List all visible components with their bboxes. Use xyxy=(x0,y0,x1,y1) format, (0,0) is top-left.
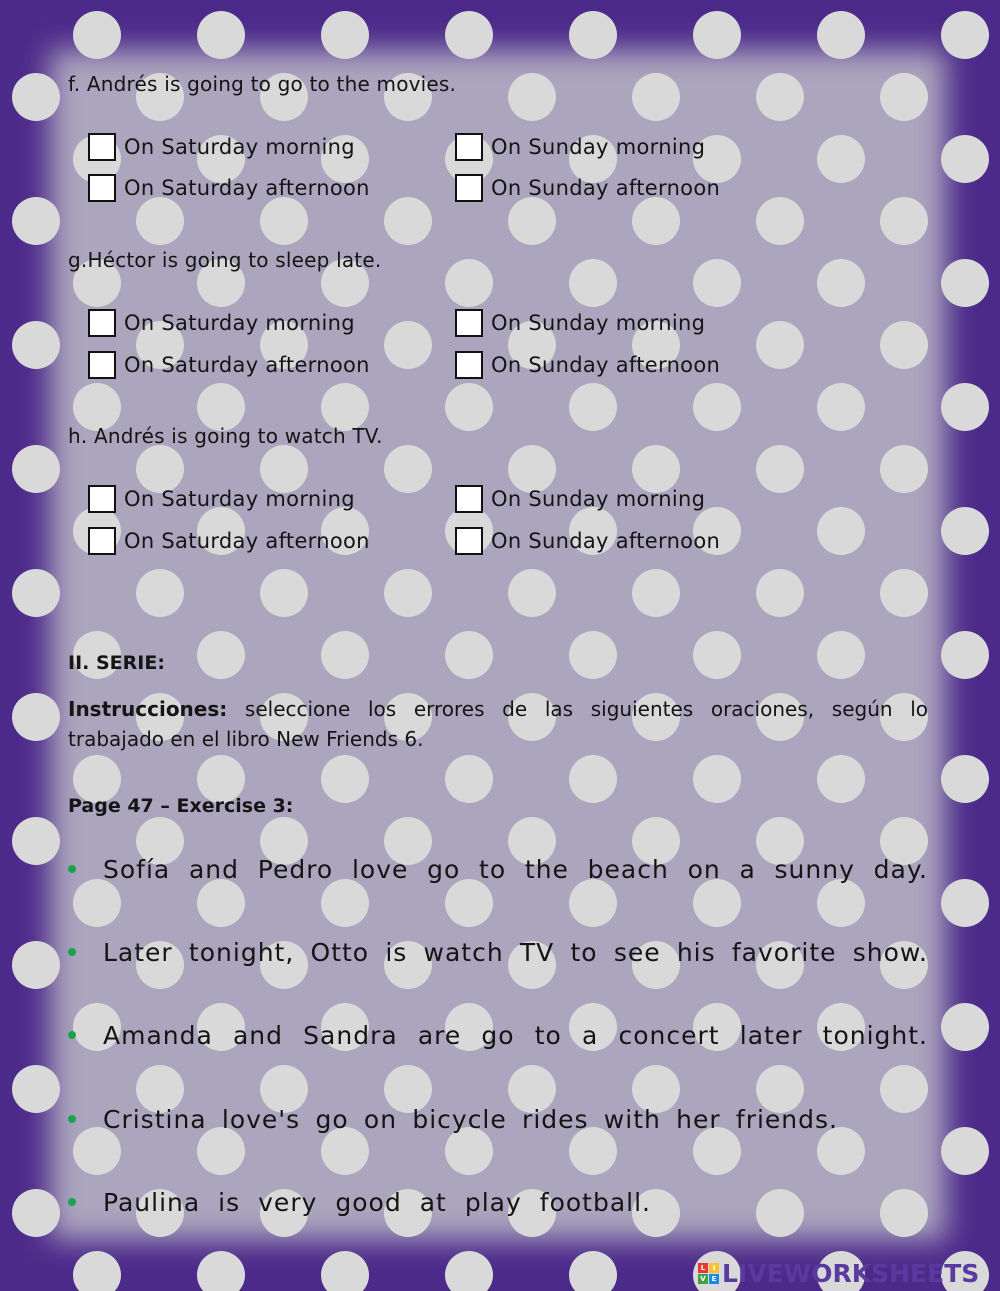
option-label: On Saturday afternoon xyxy=(124,176,370,200)
option-saturday-afternoon[interactable] xyxy=(88,350,370,380)
series-title: II. SERIE: xyxy=(68,652,165,674)
checkbox[interactable] xyxy=(88,174,116,202)
instructions xyxy=(68,694,928,754)
option-sunday-morning[interactable] xyxy=(455,132,705,162)
option-label: On Sunday afternoon xyxy=(491,176,721,200)
option-sunday-afternoon[interactable] xyxy=(455,350,720,380)
sentence-text[interactable]: Amanda and Sandra are go to a concert later tonight. xyxy=(103,1020,928,1050)
option-sunday-morning[interactable] xyxy=(455,308,705,338)
sentence-text[interactable]: Cristina love's go on bicycle rides with her friends. xyxy=(103,1104,838,1134)
sentence-text[interactable]: Sofía and Pedro love go to the beach on a sunny day. xyxy=(103,854,928,884)
option-label: On Sunday afternoon xyxy=(491,529,721,553)
option-label: On Sunday morning xyxy=(491,487,706,511)
checkbox[interactable] xyxy=(88,527,116,555)
checkbox[interactable] xyxy=(455,174,483,202)
sentence-item xyxy=(68,1101,838,1137)
liveworksheets-logo xyxy=(698,1259,979,1288)
option-saturday-morning[interactable] xyxy=(88,484,355,514)
bullet-icon xyxy=(68,1198,76,1206)
sentence-text[interactable]: Later tonight, Otto is watch TV to see his favorite show. xyxy=(103,937,928,967)
bullet-icon xyxy=(68,1115,76,1123)
instructions-label: Instrucciones: xyxy=(68,697,228,721)
sentence-item xyxy=(68,851,928,887)
option-label: On Saturday afternoon xyxy=(124,529,370,553)
option-label: On Saturday afternoon xyxy=(124,353,370,377)
logo-text: LIVEWORKSHEETS xyxy=(722,1259,980,1288)
checkbox[interactable] xyxy=(88,309,116,337)
checkbox[interactable] xyxy=(455,527,483,555)
option-saturday-afternoon[interactable] xyxy=(88,526,370,556)
logo-mark-icon: L I V E xyxy=(698,1263,719,1284)
checkbox[interactable] xyxy=(88,133,116,161)
checkbox[interactable] xyxy=(88,485,116,513)
option-label: On Saturday morning xyxy=(124,311,355,335)
question-f: f. Andrés is going to go to the movies. xyxy=(68,72,457,96)
bullet-icon xyxy=(68,865,76,873)
checkbox[interactable] xyxy=(455,133,483,161)
option-label: On Sunday afternoon xyxy=(491,353,721,377)
sentence-item xyxy=(68,934,928,970)
page-reference: Page 47 – Exercise 3: xyxy=(68,795,294,817)
option-label: On Sunday morning xyxy=(491,311,706,335)
option-saturday-morning[interactable] xyxy=(88,308,355,338)
option-label: On Saturday morning xyxy=(124,135,355,159)
option-label: On Sunday morning xyxy=(491,135,706,159)
question-h: h. Andrés is going to watch TV. xyxy=(68,424,383,448)
checkbox[interactable] xyxy=(455,309,483,337)
question-g: g.Héctor is going to sleep late. xyxy=(68,248,382,272)
bullet-icon xyxy=(68,948,76,956)
checkbox[interactable] xyxy=(455,485,483,513)
sentence-item xyxy=(68,1184,651,1220)
option-saturday-afternoon[interactable] xyxy=(88,173,370,203)
option-sunday-afternoon[interactable] xyxy=(455,526,720,556)
option-saturday-morning[interactable] xyxy=(88,132,355,162)
option-label: On Saturday morning xyxy=(124,487,355,511)
sentence-text[interactable]: Paulina is very good at play football. xyxy=(103,1187,651,1217)
instructions-text: seleccione los errores de las siguientes oraciones, según lo trabajado en el libro New Friends 6. xyxy=(68,697,928,751)
sentence-item xyxy=(68,1017,928,1053)
checkbox[interactable] xyxy=(88,351,116,379)
option-sunday-morning[interactable] xyxy=(455,484,705,514)
option-sunday-afternoon[interactable] xyxy=(455,173,720,203)
checkbox[interactable] xyxy=(455,351,483,379)
bullet-icon xyxy=(68,1031,76,1039)
